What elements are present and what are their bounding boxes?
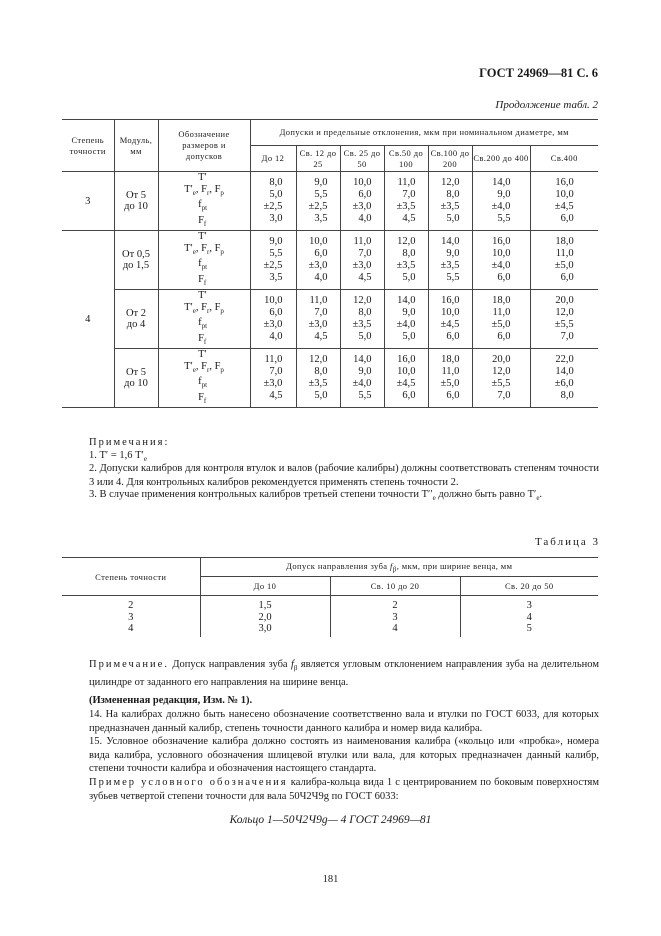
header-tolerances: Допуски и предельные отклонения, мкм при номинальном диаметре, мм (250, 120, 598, 146)
value-cell: 10,0 6,0 ±3,0 4,0 (340, 172, 384, 231)
page-number: 181 (322, 874, 339, 885)
table-3-note: Примечание. Допуск направления зуба $f_\beta$ является угловым отклонением направления зуба на делительном цилиндре от заданного его направления на ширине венца. (89, 659, 599, 688)
value-cell: 20,0 12,0 ±5,5 7,0 (530, 290, 598, 349)
paragraph-15: 15. Условное обозначение калибра должно состоять из наименования калибра («кольцо или «пробка», номера вида калибра, условного обозначения шлицевой втулки или вала, для которых предназначен данный калибр, степени точности калибра и обозначения настоящего стандарта. (89, 736, 599, 774)
value-cell: 9,0 5,5 ±2,5 3,5 (250, 231, 296, 290)
value-cell: 16,0 10,0 ±4,5 6,0 (384, 349, 428, 408)
value-cell: 18,0 11,0 ±5,0 6,0 (530, 231, 598, 290)
value-cell: 8,0 5,0 ±2,5 3,0 (250, 172, 296, 231)
table-row (62, 172, 598, 231)
note-3: 3. В случае применения контрольных калибров третьей степени точности $Т''_е$ должно быть равно $Т'_е$. (89, 489, 543, 503)
designation-symbols: Т′ $Т'_е$, $F_r$, $F_p$ $f_{pt}$ $F_f$ (184, 290, 224, 346)
value-cell: 18,0 11,0 ±5,0 6,0 (428, 349, 472, 408)
table-row (62, 623, 598, 637)
value-cell: 12,0 8,0 ±3,5 5,0 (384, 231, 428, 290)
value-cell: 18,0 11,0 ±5,0 6,0 (472, 290, 530, 349)
degree-cell: 3 (62, 172, 114, 231)
module-cell: От 5 до 10 (114, 349, 158, 408)
t3-value-cell: 4 (330, 623, 460, 637)
value-cell: 10,0 6,0 ±3,0 4,0 (250, 290, 296, 349)
header-diameter-col: Св.50 до 100 (384, 146, 428, 172)
value-cell: 9,0 5,5 ±2,5 3,5 (296, 172, 340, 231)
value-cell: 14,0 9,0 ±3,5 5,5 (428, 231, 472, 290)
t3-value-cell: 2 (330, 596, 460, 612)
tolerance-table-2 (62, 119, 598, 408)
designation-symbols: Т′ $Т'_е$, $F_r$, $F_p$ $f_{pt}$ $F_f$ (184, 349, 224, 405)
t3-header-col: Св. 10 до 20 (330, 577, 460, 596)
value-cell: 12,0 8,0 ±3,5 5,0 (340, 290, 384, 349)
value-cell: 14,0 9,0 ±4,0 5,5 (340, 349, 384, 408)
value-cell: 20,0 12,0 ±5,5 7,0 (472, 349, 530, 408)
t3-header-degree: Степень точности (62, 558, 200, 596)
header-diameter-col: Св.400 (530, 146, 598, 172)
value-cell: 16,0 10,0 ±4,5 6,0 (530, 172, 598, 231)
value-cell: 14,0 9,0 ±4,0 5,0 (384, 290, 428, 349)
t3-value-cell: 5 (460, 623, 598, 637)
revision-note: (Измененная редакция, Изм. № 1). (89, 695, 253, 706)
example-formula: Кольцо 1—50Ч2Ч9g— 4 ГОСТ 24969—81 (229, 814, 432, 826)
tooth-direction-table-3 (62, 557, 598, 637)
degree-cell: 4 (62, 231, 114, 408)
header-diameter-col: Св.200 до 400 (472, 146, 530, 172)
value-cell: 11,0 7,0 ±3,0 4,5 (296, 290, 340, 349)
t3-value-cell: 3 (460, 596, 598, 612)
t3-value-cell: 4 (460, 612, 598, 624)
t3-value-cell: 1,5 (200, 596, 330, 612)
value-cell: 11,0 7,0 ±3,0 4,5 (250, 349, 296, 408)
t3-value-cell: 3,0 (200, 623, 330, 637)
notes-title: Примечания: (89, 437, 170, 448)
t3-degree-cell: 4 (128, 623, 134, 634)
paragraph-14: 14. На калибрах должно быть нанесено обозначение соответственно вала и втулки по ГОСТ 6033, для которых предназначен данный калибр, степень точности данного калибра и номер вида калибра. (89, 709, 599, 734)
value-cell: 16,0 10,0 ±4,0 6,0 (472, 231, 530, 290)
value-cell: 12,0 8,0 ±3,5 5,0 (296, 349, 340, 408)
t3-header-col: До 10 (200, 577, 330, 596)
page-header-gost: ГОСТ 24969—81 С. 6 (479, 66, 598, 80)
value-cell: 10,0 6,0 ±3,0 4,0 (296, 231, 340, 290)
value-cell: 22,0 14,0 ±6,0 8,0 (530, 349, 598, 408)
table-row (62, 612, 598, 624)
t3-value-cell: 2,0 (200, 612, 330, 624)
note-1: 1. Т′ = 1,6 $Т'_е$ (89, 450, 147, 464)
module-cell: От 5 до 10 (114, 172, 158, 231)
designation-symbols: Т′ $Т'_е$, $F_r$, $F_p$ $f_{pt}$ $F_f$ (184, 231, 224, 287)
table-continuation-label: Продолжение табл. 2 (495, 99, 598, 111)
note-2: 2. Допуски калибров для контроля втулок и валов (рабочие калибры) должны соответствовать степеням точности 3 или 4. Для контрольных калибров рекомендуется применять степень точности 2. (89, 463, 599, 488)
t3-degree-cell: 3 (128, 611, 134, 623)
header-designation: Обозначение размеров и допусков (158, 120, 250, 172)
t3-header-group: Допуск направления зуба $f_\beta$, мкм, при ширине венца, мм (200, 558, 598, 577)
designation-symbols: Т′ $Т'_е$, $F_r$, $F_p$ $f_{pt}$ $F_f$ (184, 172, 224, 228)
example-paragraph: Пример условного обозначения калибра-кольца вида 1 с центрированием по боковым поверхностям зубьев четвертой степени точности для вала 50Ч2Ч9g по ГОСТ 6033: (89, 777, 599, 802)
value-cell: 12,0 8,0 ±3,5 5,0 (428, 172, 472, 231)
header-diameter-col: Св. 12 до 25 (296, 146, 340, 172)
table-row (62, 349, 598, 408)
table-row (62, 596, 598, 612)
header-module: Модуль, мм (114, 120, 158, 172)
header-diameter-col: Св.100 до 200 (428, 146, 472, 172)
t3-header-col: Св. 20 до 50 (460, 577, 598, 596)
header-degree: Степень точности (62, 120, 114, 172)
table-row (62, 290, 598, 349)
header-diameter-col: До 12 (250, 146, 296, 172)
module-cell: От 0,5 до 1,5 (114, 231, 158, 290)
t3-degree-cell: 2 (128, 600, 134, 611)
table-row (62, 231, 598, 290)
header-diameter-col: Св. 25 до 50 (340, 146, 384, 172)
value-cell: 14,0 9,0 ±4,0 5,5 (472, 172, 530, 231)
value-cell: 11,0 7,0 ±3,0 4,5 (340, 231, 384, 290)
value-cell: 16,0 10,0 ±4,5 6,0 (428, 290, 472, 349)
table-3-label: Таблица 3 (534, 536, 600, 548)
t3-value-cell: 3 (330, 612, 460, 624)
module-cell: От 2 до 4 (114, 290, 158, 349)
value-cell: 11,0 7,0 ±3,5 4,5 (384, 172, 428, 231)
